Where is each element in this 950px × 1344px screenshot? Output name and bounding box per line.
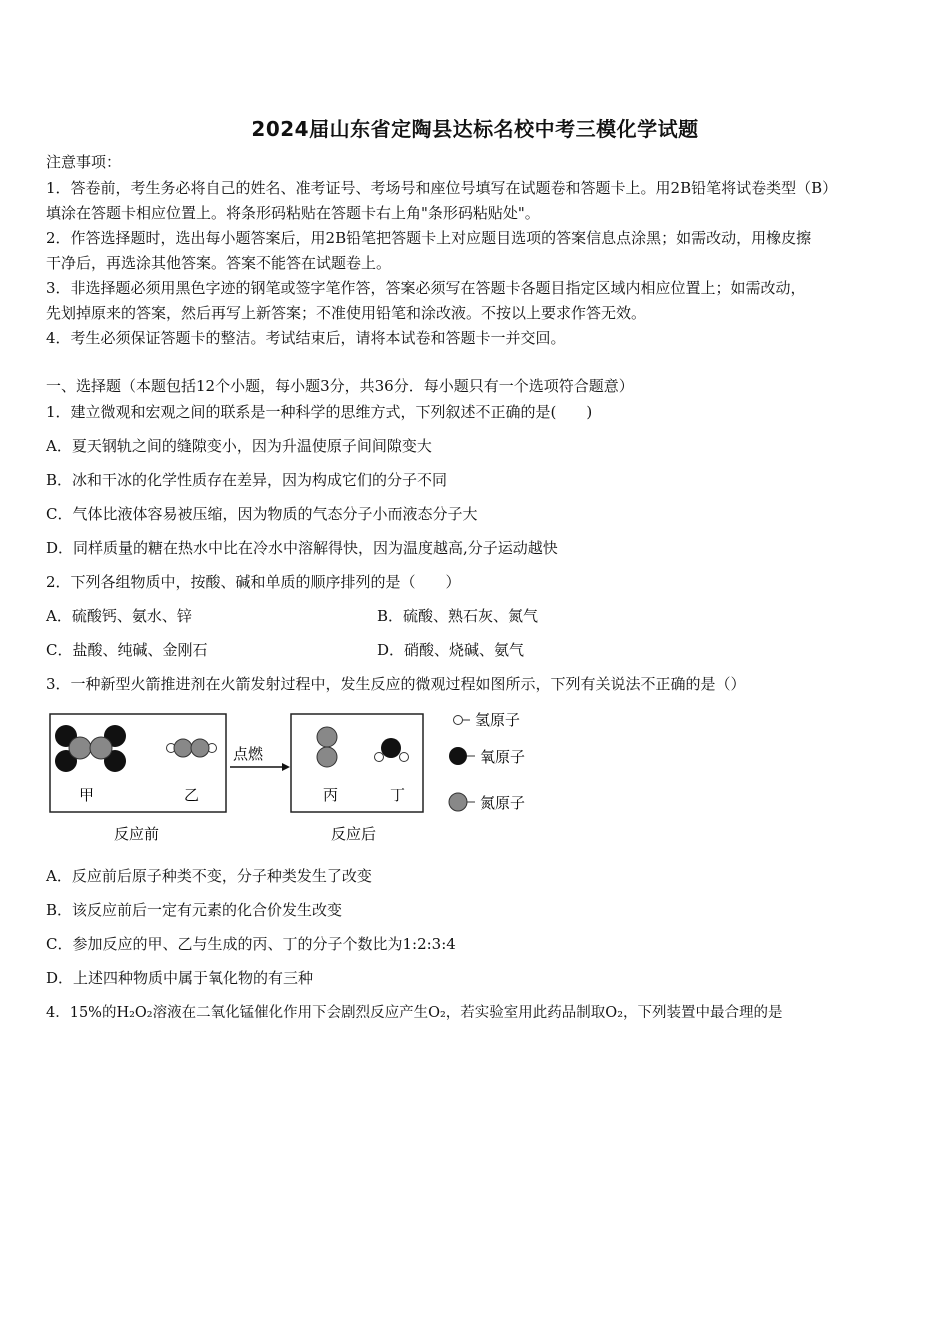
question-1-option-d: D．同样质量的糖在热水中比在冷水中溶解得快，因为温度越高,分子运动越快 — [46, 539, 558, 557]
question-3-option-b: B．该反应前后一定有元素的化合价发生改变 — [46, 901, 343, 919]
question-3-option-a: A．反应前后原子种类不变，分子种类发生了改变 — [46, 867, 372, 885]
caption-after: 反应后 — [331, 825, 377, 843]
label-bing: 丙 — [323, 786, 339, 804]
molecule-ding — [375, 738, 409, 762]
legend-hydrogen — [454, 711, 521, 729]
page-title: 2024届山东省定陶县达标名校中考三模化学试题 — [251, 117, 699, 141]
section-heading: 一、选择题（本题包括12个小题，每小题3分，共36分．每小题只有一个选项符合题意） — [46, 377, 634, 395]
caption-before: 反应前 — [114, 825, 160, 843]
question-1-stem: 1．建立微观和宏观之间的联系是一种科学的思维方式，下列叙述不正确的是( ) — [46, 403, 593, 421]
question-2-option-b: B．硫酸、熟石灰、氮气 — [377, 607, 539, 625]
notice-line: 4．考生必须保证答题卡的整洁。考试结束后，请将本试卷和答题卡一并交回。 — [46, 329, 566, 347]
notice-line: 干净后，再选涂其他答案。答案不能答在试题卷上。 — [46, 254, 392, 272]
notice-line: 3．非选择题必须用黑色字迹的钢笔或签字笔作答，答案必须写在答题卡各题目指定区域内相应位置上；如需改动， — [46, 279, 806, 297]
notice-line: 1．答卷前，考生务必将自己的姓名、准考证号、考场号和座位号填写在试题卷和答题卡上。用2B铅笔将试卷类型（B） — [46, 179, 838, 197]
question-3-option-c: C．参加反应的甲、乙与生成的丙、丁的分子个数比为1:2:3:4 — [46, 935, 456, 953]
question-1-option-c: C．气体比液体容易被压缩，因为物质的气态分子小而液态分子大 — [46, 505, 478, 523]
molecule-bing — [317, 727, 337, 767]
notice-line: 填涂在答题卡相应位置上。将条形码粘贴在答题卡右上角"条形码粘贴处"。 — [46, 204, 540, 222]
molecule-jia — [55, 725, 126, 772]
question-3-option-d: D．上述四种物质中属于氧化物的有三种 — [46, 969, 314, 987]
notice-line: 先划掉原来的答案，然后再写上新答案；不准使用铅笔和涂改液。不按以上要求作答无效。 — [46, 304, 647, 322]
arrow-label: 点燃 — [233, 745, 264, 763]
question-2-option-a: A．硫酸钙、氨水、锌 — [46, 607, 192, 625]
question-1-option-a: A．夏天钢轨之间的缝隙变小，因为升温使原子间间隙变大 — [46, 437, 432, 455]
question-3-stem: 3．一种新型火箭推进剂在火箭发射过程中，发生反应的微观过程如图所示，下列有关说法不正确的是（） — [46, 675, 746, 693]
question-4-stem: 4．15%的H₂O₂溶液在二氧化锰催化作用下会剧烈反应产生O₂，若实验室用此药品制取O₂，下列装置中最合理的是 — [46, 1005, 783, 1021]
svg-text:氢原子: 氢原子 — [475, 711, 521, 729]
question-2-stem: 2．下列各组物质中，按酸、碱和单质的顺序排列的是（ ） — [46, 573, 461, 591]
svg-text:氧原子: 氧原子 — [480, 748, 526, 766]
question-1-option-b: B．冰和干冰的化学性质存在差异，因为构成它们的分子不同 — [46, 471, 448, 489]
question-2-option-d: D．硝酸、烧碱、氨气 — [377, 641, 525, 659]
question-2-option-c: C．盐酸、纯碱、金刚石 — [46, 641, 208, 659]
svg-text:氮原子: 氮原子 — [480, 794, 526, 812]
notice-line: 2．作答选择题时，选出每小题答案后，用2B铅笔把答题卡上对应题目选项的答案信息点涂黑；如需改动，用橡皮擦 — [46, 229, 812, 247]
legend-oxygen — [449, 747, 525, 766]
label-ding: 丁 — [390, 786, 406, 804]
label-jia: 甲 — [79, 786, 95, 804]
notice-heading: 注意事项： — [46, 153, 122, 171]
legend-nitrogen — [449, 793, 525, 812]
molecule-yi — [167, 739, 217, 757]
reaction-diagram — [46, 705, 566, 855]
label-yi: 乙 — [184, 786, 200, 804]
